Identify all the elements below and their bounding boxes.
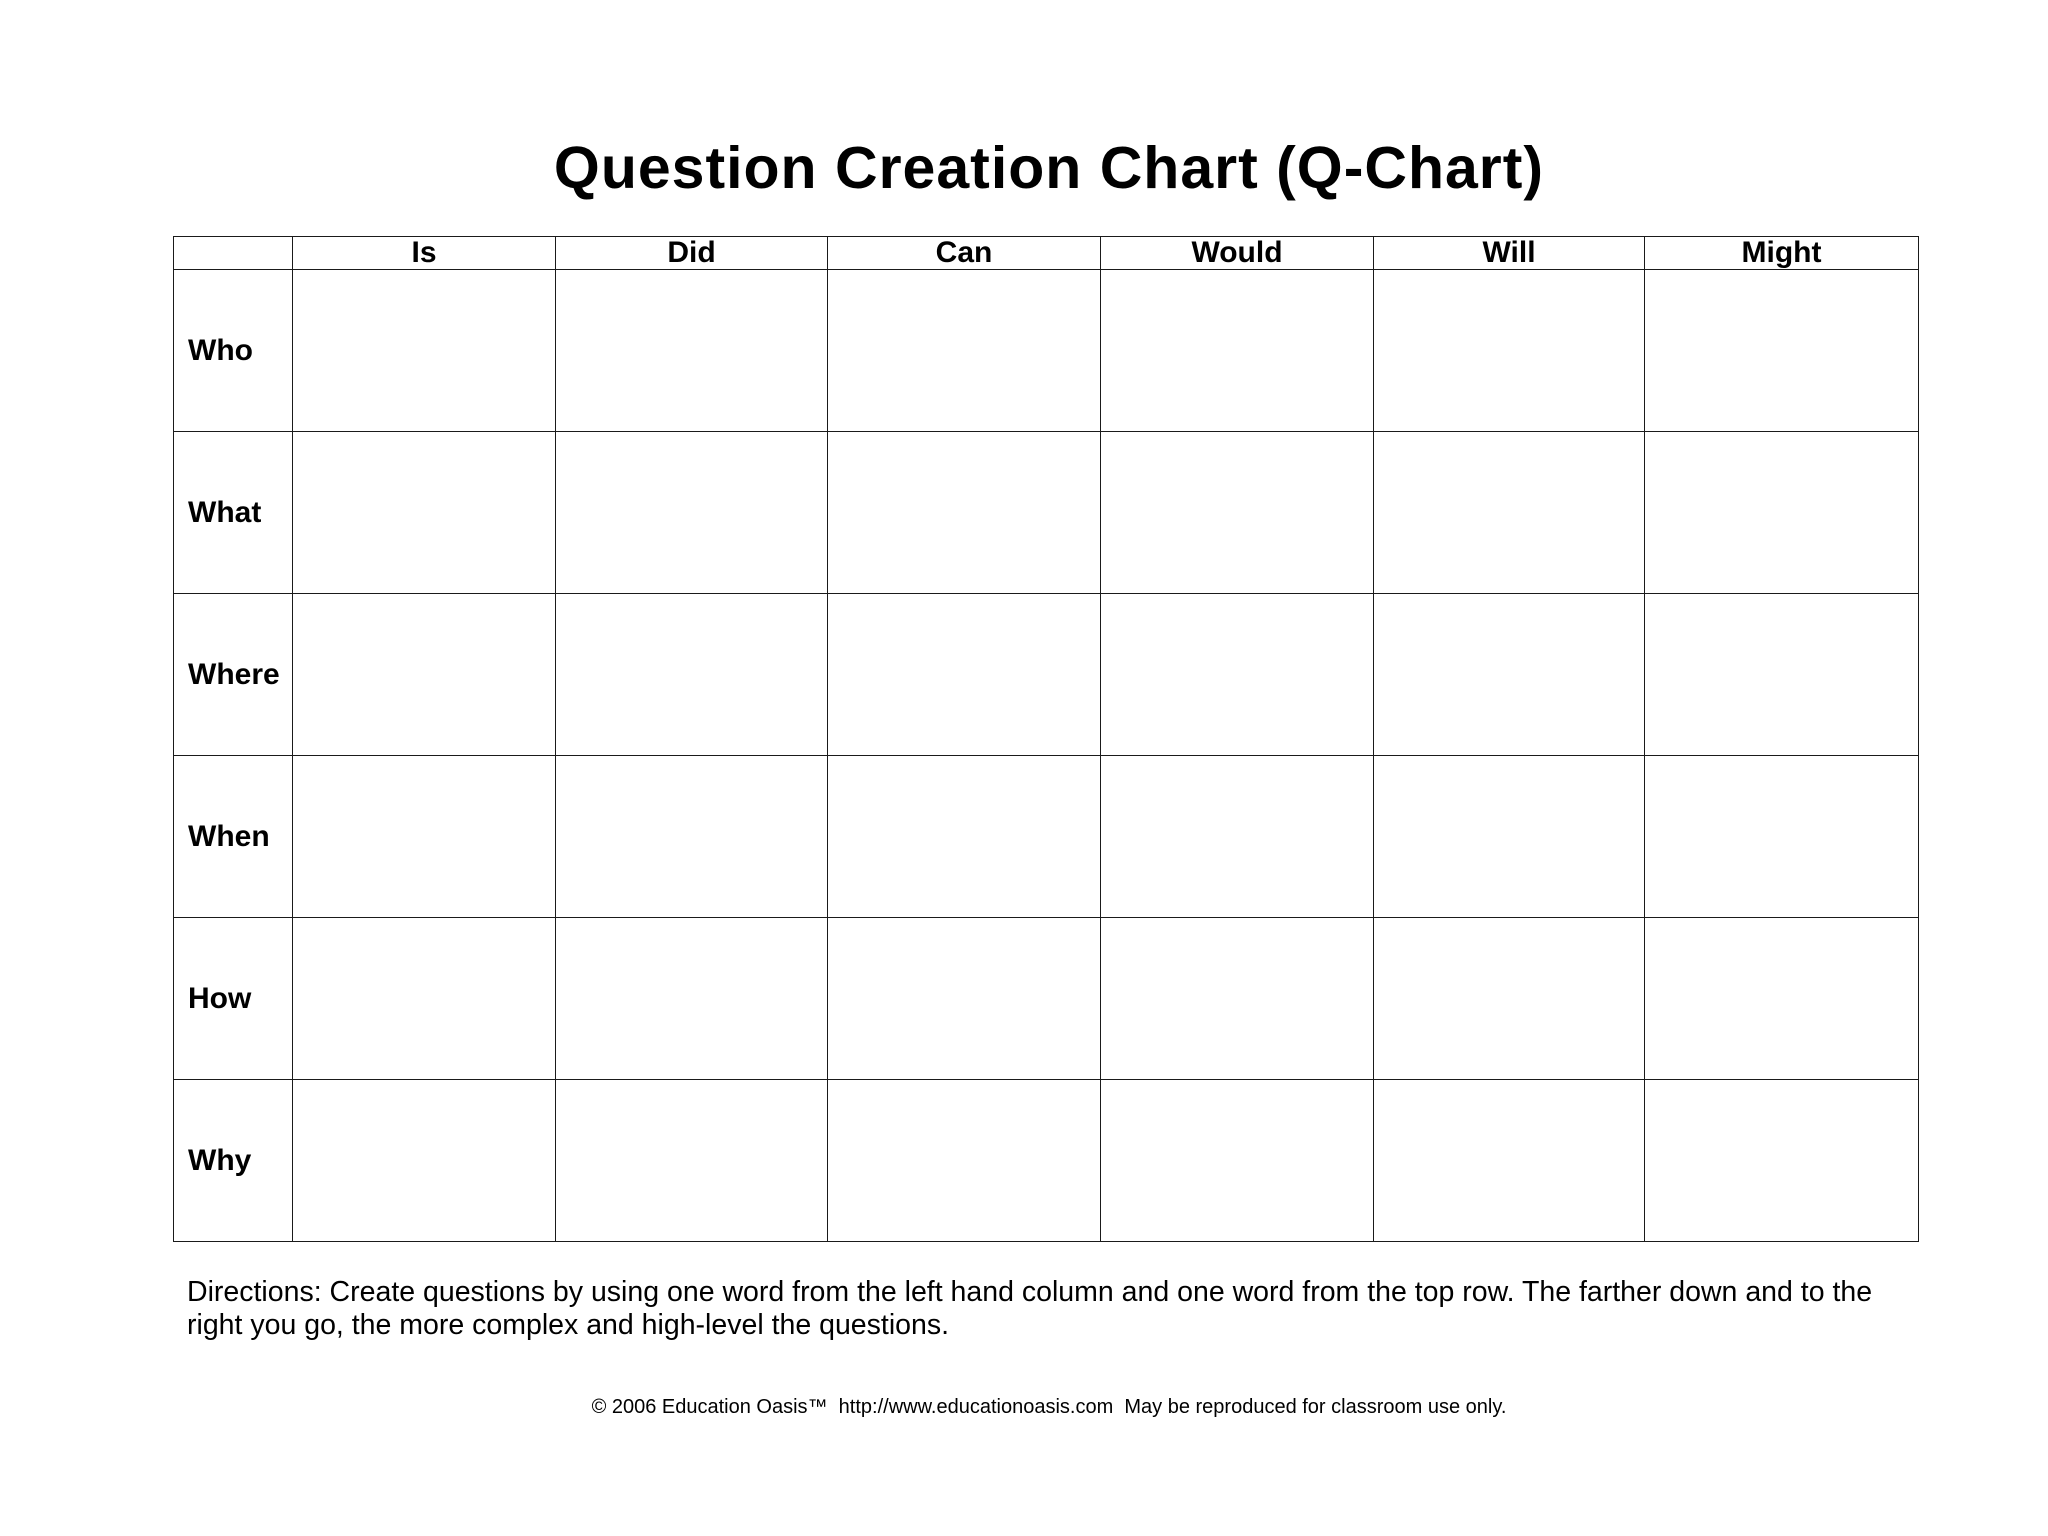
column-header-would: Would <box>1101 237 1374 270</box>
column-header-can: Can <box>828 237 1101 270</box>
directions-text: Directions: Create questions by using one word from the left hand column and one word from the top row. The farther down and to the right you go, the more complex and high-level the questions. <box>187 1276 1873 1341</box>
answer-cell[interactable] <box>1101 432 1374 594</box>
table-row <box>174 432 1919 594</box>
answer-cell[interactable] <box>1101 594 1374 756</box>
answer-cell[interactable] <box>1645 270 1919 432</box>
answer-cell[interactable] <box>1101 918 1374 1080</box>
page-title: Question Creation Chart (Q-Chart) <box>553 135 1545 201</box>
answer-cell[interactable] <box>1374 594 1645 756</box>
table-row <box>174 1080 1919 1242</box>
answer-cell[interactable] <box>828 1080 1101 1242</box>
question-chart-table <box>173 236 1919 1242</box>
answer-cell[interactable] <box>1645 756 1919 918</box>
answer-cell[interactable] <box>556 270 828 432</box>
table-row <box>174 270 1919 432</box>
answer-cell[interactable] <box>1374 432 1645 594</box>
answer-cell[interactable] <box>1101 1080 1374 1242</box>
table-row <box>174 594 1919 756</box>
column-header-did: Did <box>556 237 828 270</box>
column-header-might: Might <box>1645 237 1919 270</box>
answer-cell[interactable] <box>828 594 1101 756</box>
answer-cell[interactable] <box>293 594 556 756</box>
row-header-when: When <box>174 756 293 918</box>
copyright-footer: © 2006 Education Oasis™ http://www.educationoasis.com May be reproduced for classroom use only. <box>591 1396 1507 1418</box>
row-header-why: Why <box>174 1080 293 1242</box>
answer-cell[interactable] <box>556 1080 828 1242</box>
header-row <box>174 237 1919 270</box>
answer-cell[interactable] <box>1645 918 1919 1080</box>
answer-cell[interactable] <box>1645 1080 1919 1242</box>
table-row <box>174 918 1919 1080</box>
row-header-who: Who <box>174 270 293 432</box>
answer-cell[interactable] <box>1374 270 1645 432</box>
answer-cell[interactable] <box>556 918 828 1080</box>
row-header-how: How <box>174 918 293 1080</box>
table-row <box>174 756 1919 918</box>
row-header-what: What <box>174 432 293 594</box>
answer-cell[interactable] <box>1645 594 1919 756</box>
answer-cell[interactable] <box>1645 432 1919 594</box>
answer-cell[interactable] <box>828 918 1101 1080</box>
answer-cell[interactable] <box>293 756 556 918</box>
answer-cell[interactable] <box>1374 1080 1645 1242</box>
answer-cell[interactable] <box>293 918 556 1080</box>
answer-cell[interactable] <box>1374 918 1645 1080</box>
column-header-is: Is <box>293 237 556 270</box>
answer-cell[interactable] <box>556 432 828 594</box>
answer-cell[interactable] <box>556 594 828 756</box>
answer-cell[interactable] <box>556 756 828 918</box>
answer-cell[interactable] <box>828 756 1101 918</box>
column-header-will: Will <box>1374 237 1645 270</box>
answer-cell[interactable] <box>293 270 556 432</box>
answer-cell[interactable] <box>1101 270 1374 432</box>
answer-cell[interactable] <box>1101 756 1374 918</box>
answer-cell[interactable] <box>828 432 1101 594</box>
answer-cell[interactable] <box>828 270 1101 432</box>
corner-cell <box>174 237 293 270</box>
answer-cell[interactable] <box>293 432 556 594</box>
row-header-where: Where <box>174 594 293 756</box>
answer-cell[interactable] <box>1374 756 1645 918</box>
answer-cell[interactable] <box>293 1080 556 1242</box>
